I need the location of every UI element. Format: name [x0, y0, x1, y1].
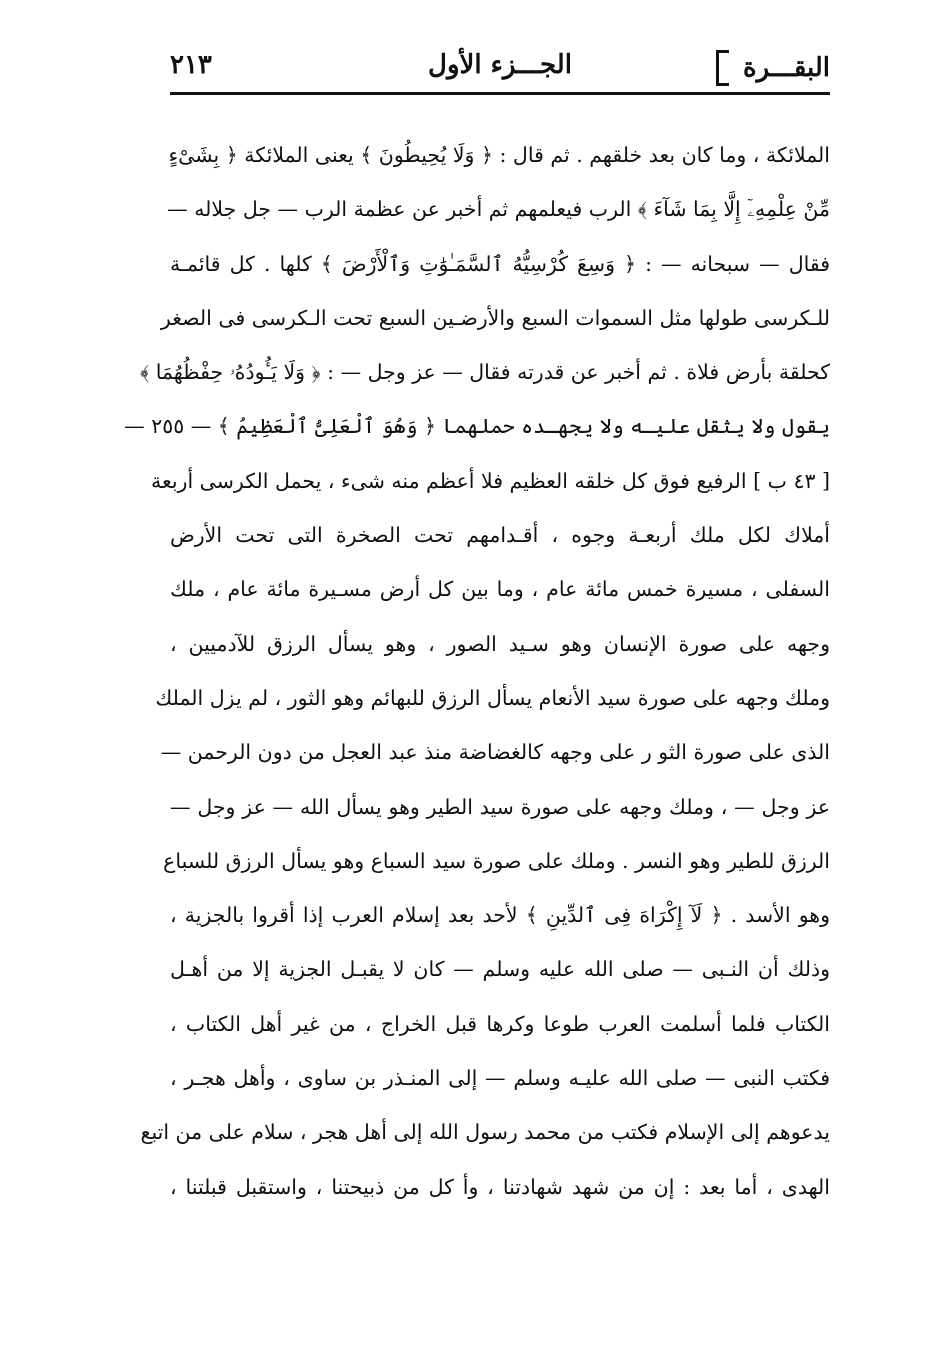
page-header — [170, 40, 830, 90]
volume-title: الجـــزء الأول — [428, 50, 572, 80]
text-line: فقال — سبحانه — : ﴿ وَسِعَ كُرْسِيُّهُ ٱلسَّمَـٰوَٰتِ وَٱلْأَرْضَ ﴾ كلها . كل قائمـة — [170, 251, 830, 276]
text-line: مِّنْ عِلْمِهِۦٓ إِلَّا بِمَا شَآءَ ﴾ الرب فيعلمهم ثم أخبر عن عظمة الرب — جل جلاله — — [167, 197, 830, 222]
page-number: ٢١٣ — [170, 50, 212, 80]
text-line: كحلقة بأرض فلاة . ثم أخبر عن قدرته فقال — عز وجل — : ﴿ وَلَا يَـُٔودُهُۥ حِفْظُهُمَا ﴾ — [140, 360, 830, 385]
text-line: الرزق للطير وهو النسر . وملك على صورة سيد السباع وهو يسأل الرزق للسباع — [163, 848, 830, 873]
text-line: عز وجل — ، وملك وجهه على صورة سيد الطير وهو يسأل الله — عز وجل — — [170, 794, 830, 819]
header-rule — [170, 92, 830, 95]
text-line: [ ٤٣ ب ] الرفيع فوق كل خلقه العظيم فلا أعظم منه شىء ، يحمل الكرسى أربعة — [150, 468, 830, 493]
text-line: وجهه على صورة الإنسان وهو سـيد الصور ، وهو يسأل الرزق للآدميين ، — [170, 631, 830, 656]
text-line: وذلك أن النـبى — صلى الله عليه وسلم — كان لا يقبـل الجزية إلا من أهـل — [170, 957, 830, 982]
text-line: السفلى ، مسيرة خمس مائة عام ، وما بين كل أرض مسـيرة مائة عام ، ملك — [170, 577, 830, 602]
text-line: يقول ولا يثقل عليـه ولا يجهـده حملهما ﴿ وَهُوَ ٱلْعَلِىُّ ٱلْعَظِيمُ ﴾ — ٢٥٥ — — [124, 414, 830, 439]
text-line: للـكرسى طولها مثل السموات السبع والأرضـين السبع تحت الـكرسى فى الصغر — [160, 305, 830, 330]
text-line: الهدى ، أما بعد : إن من شهد شهادتنا ، وأ كل من ذبيحتنا ، واستقبل قبلتنا ، — [170, 1174, 830, 1199]
text-line: وهو الأسد . ﴿ لَآ إِكْرَاهَ فِى ٱلدِّينِ ﴾ لأحد بعد إسلام العرب إذا أقروا بالجزية ، — [170, 903, 830, 928]
text-line: يدعوهم إلى الإسلام فكتب من محمد رسول الله إلى أهل هجر ، سلام على من اتبع — [140, 1120, 830, 1145]
text-line: أملاك لكل ملك أربعـة وجوه ، أقـدامهم تحت الصخرة التى تحت الأرض — [170, 523, 830, 548]
body-text — [124, 128, 830, 1214]
surah-title: البقـــرة — [743, 53, 830, 83]
text-line: الذى على صورة الثو ر على وجهه كالغضاضة منذ عبد العجل من دون الرحمن — — [160, 740, 830, 765]
text-line: الملائكة ، وما كان بعد خلقهم . ثم قال : ﴿ وَلَا يُحِيطُونَ ﴾ يعنى الملائكة ﴿ بِشَىْءٍ — [168, 143, 830, 167]
text-line: الكتاب فلما أسلمت العرب طوعا وكرها قبل الخراج ، من غير أهل الكتاب ، — [170, 1011, 830, 1036]
text-line: فكتب النبى — صلى الله عليـه وسلم — إلى المنـذر بن ساوى ، وأهل هجـر ، — [170, 1066, 830, 1091]
text-line: وملك وجهه على صورة سيد الأنعام يسأل الرزق للبهائم وهو الثور ، لم يزل الملك — [155, 685, 830, 710]
